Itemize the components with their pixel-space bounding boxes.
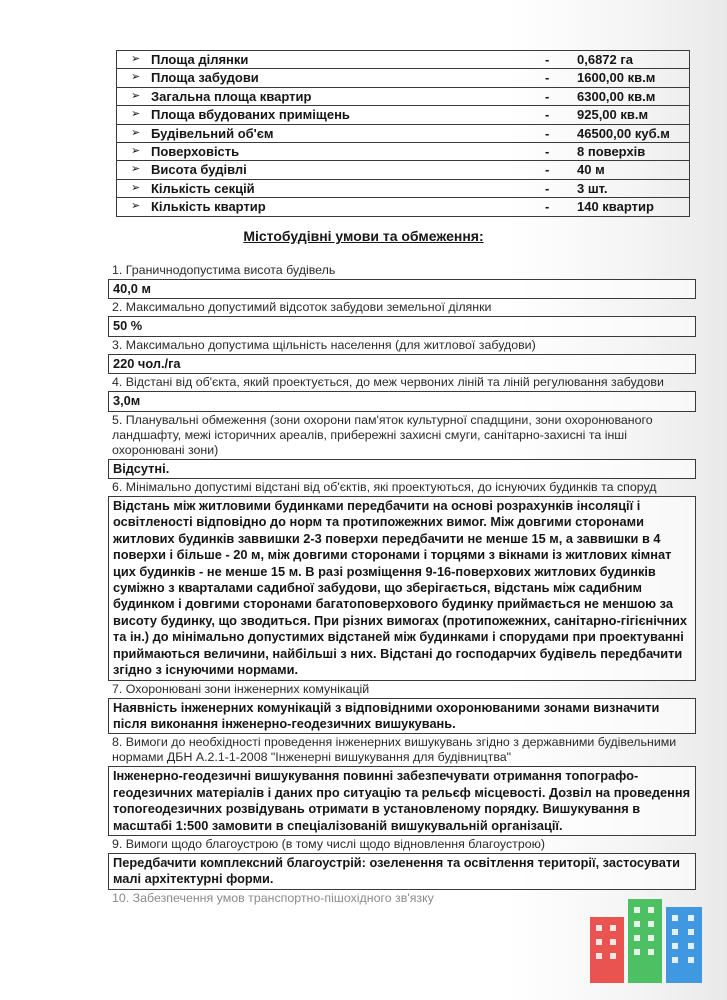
condition-question: 1. Граничнодопустима висота будівель (112, 263, 336, 277)
spec-dash: - (545, 70, 550, 86)
logo-blue-block (666, 907, 702, 983)
spec-label: Кількість секцій (151, 180, 255, 196)
condition-answer: 3,0м (108, 391, 696, 411)
condition-question: 9. Вимоги щодо благоустрою (в тому числі щодо відновлення благоустрою) (112, 836, 546, 851)
logo-green-block (628, 899, 662, 983)
section-title: Містобудівні умови та обмеження: (243, 228, 484, 244)
spec-row (116, 179, 690, 197)
spec-dash: - (545, 199, 550, 215)
arrow-bullet-icon: ➢ (131, 53, 141, 65)
spec-row (116, 68, 690, 86)
condition-question: 5. Планувальні обмеження (зони охорони пам'яток культурної спадщини, зони охоронюваного ландшафту, межі історичних ареалів, прибережні захисні смуги, санітарно-захисні та інші охоронювані зони) (112, 412, 653, 457)
specs-table (116, 50, 690, 217)
condition-question: 6. Мінімально допустимі відстані від об'єктів, які проектуються, до існуючих будинків та споруд (112, 480, 657, 495)
spec-label: Висота будівлі (151, 162, 247, 178)
condition-question: 10. Забезпечення умов транспортно-пішохідного зв'язку (112, 890, 434, 905)
spec-dash: - (545, 180, 550, 196)
spec-value: 925,00 кв.м (577, 107, 649, 123)
conditions-list (108, 262, 696, 907)
arrow-bullet-icon: ➢ (131, 89, 141, 102)
spec-dash: - (545, 88, 550, 104)
spec-label: Кількість квартир (151, 199, 266, 215)
condition-answer: Передбачити комплексний благоустрій: озеленення та освітлення території, застосувати малі архітектурні форми. (108, 853, 696, 890)
arrow-bullet-icon: ➢ (131, 71, 141, 84)
spec-row (116, 124, 690, 142)
spec-label: Поверховість (151, 143, 240, 159)
condition-answer: Відстань між житловими будинками передбачити на основі розрахунків інсоляції і освітленості відповідно до норм та протипожежних вимог. Між довгими сторонами житлових будинків заввишки 2-3 поверхи передбачити не менше 15 м, а заввишки в 4 поверхи і більше - 20 м, між довгими сторонами і торцями з вікнами із житлових кімнат цих будинків - не менше 15 м. В разі розміщення 9-16-поверхових житлових будинків суміжно з кварталами садибної забудови, що зберігається, відстань між садибним будинком і довгими сторонами багатоповерхового будинку приймається не меншою за висоту будинку, що зводиться. При різних вимогах (протипожежних, санітарно-гігієнічних та ін.) до мінімально допустимих відстаней між будинками і спорудами при проектуванні приймаються величини, найбільші з них. Відстані до господарчих будівель передбачити згідно з існуючими нормами. (108, 496, 696, 680)
spec-dash: - (545, 143, 550, 159)
condition-question: 7. Охоронювані зони інженерних комунікацій (112, 681, 370, 696)
condition-question: 8. Вимоги до необхідності проведення інженерних вишукувань згідно з державними будівельними нормами ДБН А.2.1-1-2008 "Інженерні вишукування для будівництва" (112, 735, 677, 765)
spec-label: Площа забудови (151, 70, 259, 86)
spec-dash: - (545, 52, 550, 67)
condition-answer: Інженерно-геодезичні вишукування повинні забезпечувати отримання топографо-геодезичних матеріалів і даних про ситуацію та рельєф місцевості. Дозвіл на проведення топогеодезичних розвідувань отримати в установленому порядку. Вишукування в масштабі 1:500 замовити в спеціалізованій вишукувальній організації. (108, 766, 696, 836)
condition-question: 4. Відстані від об'єкта, який проектується, до меж червоних ліній та ліній регулювання забудови (112, 375, 664, 390)
spec-label: Площа ділянки (151, 52, 249, 67)
arrow-bullet-icon: ➢ (131, 200, 141, 213)
arrow-bullet-icon: ➢ (131, 108, 141, 121)
spec-value: 1600,00 кв.м (577, 70, 656, 86)
spec-value: 0,6872 га (577, 52, 634, 67)
condition-answer: 40,0 м (108, 279, 696, 299)
arrow-bullet-icon: ➢ (131, 181, 141, 194)
spec-row (116, 87, 690, 105)
spec-label: Площа вбудованих приміщень (151, 107, 350, 123)
spec-dash: - (545, 162, 550, 178)
logo-red-block (590, 917, 624, 983)
arrow-bullet-icon: ➢ (131, 144, 141, 157)
site-logo-icon (588, 895, 706, 985)
spec-row (116, 197, 690, 216)
spec-value: 6300,00 кв.м (577, 88, 656, 104)
spec-label: Загальна площа квартир (151, 88, 312, 104)
spec-label: Будівельний об'єм (151, 125, 274, 141)
spec-value: 40 м (577, 162, 605, 178)
spec-dash: - (545, 107, 550, 123)
spec-value: 8 поверхів (577, 143, 646, 159)
spec-value: 140 квартир (577, 199, 654, 215)
condition-answer: Наявність інженерних комунікацій з відповідними охоронюваними зонами визначити після виконання інженерно-геодезичних вишукувань. (108, 698, 696, 735)
condition-question: 2. Максимально допустимий відсоток забудови земельної ділянки (112, 300, 492, 315)
arrow-bullet-icon: ➢ (131, 163, 141, 176)
condition-answer: 220 чол./га (108, 354, 696, 374)
spec-value: 46500,00 куб.м (577, 125, 670, 141)
arrow-bullet-icon: ➢ (131, 126, 141, 139)
spec-row (116, 160, 690, 178)
spec-row (116, 50, 690, 68)
condition-answer: Відсутні. (108, 459, 696, 479)
spec-row (116, 142, 690, 160)
condition-question: 3. Максимально допустима щільність населення (для житлової забудови) (112, 337, 536, 352)
condition-answer: 50 % (108, 316, 696, 336)
spec-dash: - (545, 125, 550, 141)
spec-value: 3 шт. (577, 180, 608, 196)
spec-row (116, 105, 690, 123)
